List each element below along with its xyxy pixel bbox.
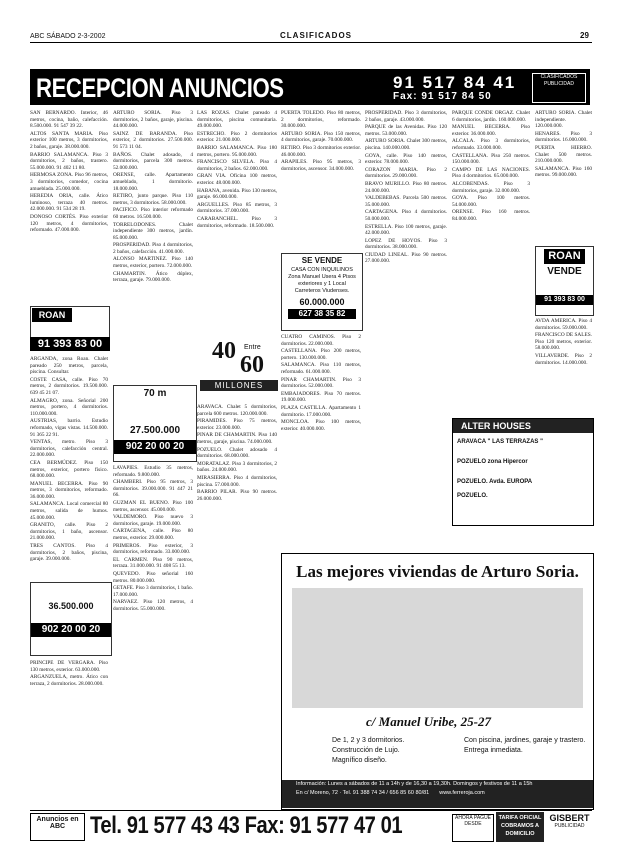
banner-phone: 91 517 84 41 [393, 73, 517, 92]
ad-text: MANUEL BECERRA. Piso 90 metros, 3 dormitorios, reformado. 36.000.000. [30, 480, 108, 500]
ad-text: PRIMEROS. Piso exterior, 3 dormitorios, reformado. 33.000.000. [113, 542, 193, 556]
chalet-ad-1 [113, 385, 197, 462]
roan-logo: ROAN [32, 308, 72, 322]
ad-text: TRES CANTOS. Piso 4 dormitorios, 2 baños, piscina, garaje. 39.000.000. [30, 543, 108, 563]
ad-text: CHAMARTIN. Ático dúplex, terraza, garaje. 79.000.000. [113, 270, 193, 284]
alter-line-2: POZUELO zona Hipercor [457, 459, 528, 465]
ad-text: VENTAS, metro. Piso 3 dormitorios, calefacción central. 22.000.000. [30, 439, 108, 459]
ad-text: BARRIO SALAMANCA. Piso 3 dormitorios, 2 baños, trastero. 55.000.000. 91 402 11 80. [30, 151, 108, 171]
ad-text: RETIRO. Piso 3 dormitorios exterior. 46.000.000. [281, 144, 361, 158]
soria-address: c/ Manuel Uribe, 25-27 [366, 714, 491, 729]
ad-text: ALMAGRO, zona. Señorial 200 metros, portero, 4 dormitorios. 110.000.000. [30, 397, 108, 417]
ad-text: HEREDIA ORIA, calle. Ático luminoso, terraza 40 metros. 42.000.000. 91 534 28 19. [30, 193, 108, 213]
arturo-soria-ad [281, 553, 594, 810]
ad-text: BARRIO PILAR. Piso 90 metros. 26.000.000. [197, 489, 277, 502]
column-3-top [197, 110, 277, 335]
ad-text: PIRAMIDES. Piso 75 metros, exterior. 23.000.000. [197, 418, 277, 431]
abc-logo: Anuncios en ABC [30, 813, 85, 841]
chalet2-phone: 902 20 00 20 [31, 623, 111, 637]
feature-item: Con piscina, jardines, garaje y trastero. [464, 737, 586, 744]
ad-text: AVDA AMERICA. Piso 4 dormitorios. 59.000.000. [535, 318, 592, 331]
ad-text: GOYA, calle. Piso 140 metros, exterior. 78.000.000. [365, 152, 447, 166]
ad-text: VALDEBEBAS. Parcela 500 metros. 35.000.000. [365, 195, 447, 208]
ad-text: ALCOBENDAS. Piso 3 dormitorios, garaje. 32.000.000. [452, 180, 530, 194]
building-photo [292, 588, 583, 708]
alter-line-4: POZUELO. [457, 493, 488, 499]
ad-text: ESTRELLA. Piso 100 metros, garaje. 42.000.000. [365, 223, 447, 237]
column-7-bottom [535, 318, 592, 413]
ad-text: CARABANCHEL. Piso 3 dormitorios, reformado. 18.500.000. [197, 215, 277, 229]
soria-title: Las mejores viviendas de Arturo Soria. [296, 562, 579, 581]
ad-text: ALONSO MARTINEZ. Piso 140 metros, exterior, portero. 72.000.000. [113, 256, 193, 270]
ad-text: ARTURO SORIA. Piso 150 metros, 4 dormitorios, garaje. 70.000.000. [281, 130, 361, 144]
ad-text: GRAN VIA. Oficina 100 metros, exterior. 48.000.000. [197, 173, 277, 186]
feature-item: De 1, 2 y 3 dormitorios. [332, 737, 405, 744]
ad-text: CASTELLANA. Piso 250 metros. 150.000.000. [452, 152, 530, 166]
millones-label: MILLONES [200, 380, 278, 391]
ad-text: CIUDAD LINEAL. Piso 90 metros. 27.000.000. [365, 251, 447, 265]
alter-houses-ad [452, 418, 594, 526]
ad-text: LOPEZ DE HOYOS. Piso 3 dormitorios. 38.000.000. [365, 237, 447, 251]
ad-text: SAN BERNARDO. Interior, 46 metros, cocina, baño, calefacción. 8.500.000. 91 547 39 22. [30, 110, 108, 130]
alter-line-1: ARAVACA " LAS TERRAZAS " [457, 439, 543, 445]
ad-text: ORENSE, calle. Apartamento amueblado, 1 dormitorio. 18.000.000. [113, 172, 193, 192]
ad-text: LAVAPIES. Estudio 35 metros, reformado. 9.800.000. [113, 465, 193, 478]
banner-fax: Fax: 91 517 84 50 [393, 91, 492, 102]
ad-text: SALAMANCA. Piso 110 metros, reformado. 61.000.000. [281, 362, 361, 375]
column-2-bottom [113, 465, 193, 803]
ad-text: PRINCIPE DE VERGARA. Piso 130 metros, exterior. 63.000.000. [30, 660, 108, 673]
chalet-price: 27.500.000 [129, 425, 181, 436]
ad-text: PINAR CHAMARTIN. Piso 3 dormitorios. 52.000.000. [281, 376, 361, 390]
ad-text: ARGANZUELA, metro. Ático con terraza, 2 dormitorios. 28.000.000. [30, 674, 108, 687]
reception-banner [30, 69, 590, 105]
ad-text: MORATALAZ. Piso 3 dormitorios, 2 baños. 24.000.000. [197, 460, 277, 474]
se-vende-title: SE VENDE [301, 256, 343, 265]
ad-text: AUSTRIAS, barrio. Estudio reformado, vigas vistas. 14.500.000. 91 365 22 91. [30, 418, 108, 438]
ad-text: FRANCISCO DE SALES. Piso 120 metros, exterior. 58.000.000. [535, 332, 592, 352]
ad-text: MONCLOA. Piso 100 metros, exterior. 40.000.000. [281, 419, 361, 432]
page-number: 29 [580, 31, 589, 40]
ad-text: POZUELO. Chalet adosado 4 dormitorios. 68.000.000. [197, 446, 277, 460]
ad-text: MIRASIERRA. Piso 4 dormitorios, piscina. 57.000.000. [197, 474, 277, 488]
ad-text: LAS ROZAS. Chalet pareado 4 dormitorios, piscina comunitaria. 49.000.000. [197, 110, 277, 130]
feature-item: Entrega inmediata. [464, 747, 523, 754]
ad-text: ESTRECHO. Piso 2 dormitorios exterior. 21.000.000. [197, 130, 277, 144]
millones-60: 60 [240, 352, 264, 378]
ad-text: VILLAVERDE. Piso 2 dormitorios. 14.000.000. [535, 352, 592, 366]
ad-text: BRAVO MURILLO. Piso 80 metros. 24.000.000. [365, 180, 447, 194]
ad-text: ORENSE. Piso 160 metros. 84.000.000. [452, 209, 530, 222]
ad-text: FRANCISCO SILVELA. Piso 4 dormitorios, 2 baños. 62.000.000. [197, 159, 277, 172]
ad-text: CHAMBERI. Piso 95 metros, 3 dormitorios. 39.000.000. 91 447 21 66. [113, 479, 193, 499]
chalet2-price: 36.500.000 [48, 601, 94, 611]
ad-text: CASTELLANA. Piso 200 metros, portero. 130.000.000. [281, 348, 361, 361]
se-vende-body: CASA CON INQUILINOS Zona Manuel Usera 4 Pisos exteriores y 1 Local Carreteros Viudenses. [288, 267, 356, 294]
column-4-bottom [281, 334, 361, 549]
ad-text: SALAMANCA. Local comercial 80 metros, salida de humos. 45.000.000. [30, 501, 108, 521]
roan-ad-3 [535, 246, 594, 316]
ad-text: CARTAGENA, calle. Piso 80 metros, exterior. 29.000.000. [113, 528, 193, 541]
ad-text: ALCALA. Piso 3 dormitorios, reformado. 33.000.000. [452, 138, 530, 151]
se-vende-ad [281, 253, 363, 331]
roan3-phone: 91 393 83 00 [536, 295, 593, 305]
ad-text: VALDEMORO. Piso nuevo 3 dormitorios, garaje. 19.000.000. [113, 514, 193, 527]
ad-text: PROSPERIDAD. Piso 4 dormitorios, 2 baños, calefacción. 41.000.000. [113, 242, 193, 255]
ad-text: CARTAGENA. Piso 4 dormitorios. 50.000.000. [365, 209, 447, 222]
ad-text: PINAR DE CHAMARTIN. Piso 140 metros, garaje, piscina. 74.000.000. [197, 432, 277, 445]
soria-info-bar [282, 780, 593, 808]
chalet-phone: 902 20 00 20 [114, 440, 196, 454]
ad-text: ALTOS SANTA MARIA. Piso exterior 100 metros, 3 dormitorios, 2 baños, garaje. 38.000.000. [30, 130, 108, 150]
ad-text: ARAPILES. Piso 95 metros, 3 dormitorios, ascensor. 34.000.000. [281, 159, 361, 172]
ad-text: CAMPO DE LAS NACIONES. Piso 4 dormitorios. 65.000.000. [452, 166, 530, 180]
ad-text: PLAZA CASTILLA. Apartamento 1 dormitorio. 17.000.000. [281, 404, 361, 418]
roan-phone: 91 393 83 00 [30, 337, 110, 351]
ad-text: CORAZON MARIA. Piso 2 dormitorios. 29.000.000. [365, 166, 447, 180]
ad-text: COSTE CASA, calle. Piso 70 metros, 2 dormitorios. 19.500.000. 639 45 21 07. [30, 376, 108, 396]
ad-text: MANUEL BECERRA. Piso exterior. 36.000.000. [452, 124, 530, 137]
ad-text: CEA BERMÚDEZ. Piso 150 metros, exterior, portero físico. 68.000.000. [30, 459, 108, 480]
gisbert-sub: PUBLICIDAD [554, 823, 585, 829]
ad-text: QUEVEDO. Piso señorial 160 metros. 80.000.000. [113, 570, 193, 584]
soria-web: www.ferreroja.com [439, 790, 485, 796]
roan-ad-1 [30, 306, 110, 338]
soria-contact: En c/ Moreno, 72 · Tel. 91 388 74 34 / 656 85 60 80/81 [296, 790, 430, 796]
ad-text: ARTURO SORIA. Chalet 300 metros, piscina. 140.000.000. [365, 138, 447, 151]
ad-text: HENARES. Piso 3 dormitorios. 16.000.000. [535, 130, 592, 144]
chalet-size: 70 m [143, 388, 167, 399]
gisbert-logo [547, 813, 592, 841]
soria-hours: Información: Lunes a sábados de 11 a 14h y de 16,30 a 19,30h. Domingos y festivos de 11 a 15h [296, 781, 533, 787]
ad-text: HERMOSA ZONA. Piso 96 metros, 3 dormitorios, comedor, cocina amueblada. 25.000.000. [30, 172, 108, 192]
ad-text: EL CARMEN. Piso 90 metros, terraza. 31.000.000. 91 408 55 13. [113, 556, 193, 570]
column-5 [365, 110, 447, 550]
roan3-vende: VENDE [547, 266, 582, 277]
ad-text: TORRELODONES. Chalet independiente 300 metros, jardín. 85.000.000. [113, 221, 193, 241]
soria-contact-row [296, 789, 593, 798]
ad-text: PARQUE CONDE ORGAZ. Chalet 6 dormitorios, jardín. 160.000.000. [452, 110, 530, 123]
ad-text: SAINZ DE BARANDA. Piso exterior, 2 dormitorios. 27.500.000. 91 573 11 04. [113, 130, 193, 150]
banner-title: RECEPCION ANUNCIOS [36, 73, 284, 103]
ad-text: GETAFE. Piso 3 dormitorios, 1 baño. 17.000.000. [113, 585, 193, 598]
ad-text: ARTURO SORIA. Chalet independiente. 120.000.000. [535, 110, 592, 130]
ad-text: ARGUELLES. Piso 85 metros, 3 dormitorios. 37.000.000. [197, 201, 277, 215]
gisbert-name: GISBERT [549, 813, 590, 823]
ad-text: PACIFICO. Piso interior reformado 60 metros. 16.500.000. [113, 207, 193, 220]
column-4-top [281, 110, 361, 250]
header-date: ABC SÁBADO 2-3-2002 [30, 33, 106, 40]
ad-text: ARAVACA. Chalet 5 dormitorios, parcela 600 metros. 120.000.000. [197, 404, 277, 417]
footer-rule [30, 810, 592, 811]
ad-text: RETIRO, junto parque. Piso 110 metros, 3 dormitorios. 58.000.000. [113, 193, 193, 206]
ad-text: CUATRO CAMINOS. Piso 2 dormitorios. 22.000.000. [281, 334, 361, 347]
ad-text: PUERTA HIERRO. Chalet 500 metros. 210.000.000. [535, 144, 592, 165]
se-vende-phone: 627 38 35 82 [288, 309, 356, 319]
classifieds-logo: CLASIFICADOS PUBLICIDAD [532, 73, 586, 103]
soria-features-left [332, 736, 404, 766]
column-1-top [30, 110, 108, 305]
column-1-bottom [30, 660, 108, 803]
column-2-top [113, 110, 193, 380]
soria-features-right [464, 736, 589, 756]
ad-text: NARVAEZ. Piso 120 metros, 4 dormitorios. 55.000.000. [113, 599, 193, 612]
ad-text: GOYA. Piso 100 metros. 54.000.000. [452, 195, 530, 208]
chalet-ad-2 [30, 582, 112, 656]
millones-ad [200, 338, 278, 398]
column-3-bottom [197, 404, 277, 764]
alter-title: ALTER HOUSES [453, 419, 593, 433]
feature-item: Magnífico diseño. [332, 757, 387, 764]
ad-text: ARTURO SORIA. Piso 3 dormitorios, 2 baños, garaje, piscina. 44.000.000. [113, 110, 193, 130]
millones-40: 40 [212, 338, 236, 364]
ad-text: ARGANDA, zona Roan. Chalet pareado 250 metros, parcela, piscina. Consultar. [30, 356, 108, 376]
footer-phone-fax: Tel. 91 577 43 43 Fax: 91 577 47 01 [90, 812, 403, 839]
ad-text: PUERTA TOLEDO. Piso 80 metros, 2 dormitorios, reformado. 30.000.000. [281, 110, 361, 130]
section-title: CLASIFICADOS [280, 31, 352, 40]
ad-text: PARQUE de las Avenidas. Piso 120 metros. 53.000.000. [365, 124, 447, 137]
column-7-top [535, 110, 592, 245]
ad-text: SALAMANCA. Piso 160 metros. 99.000.000. [535, 165, 592, 179]
ad-text: BAÑOS. Chalet adosado, 4 dormitorios, parcela 300 metros. 52.000.000. [113, 151, 193, 171]
column-6 [452, 110, 530, 410]
payment-badge: AHORA PAGUE DESDE [452, 814, 494, 842]
se-vende-price: 60.000.000 [299, 297, 345, 307]
feature-item: Construcción de Lujo. [332, 747, 400, 754]
ad-text: GRANITO, calle. Piso 2 dormitorios, 1 baño, ascensor. 21.000.000. [30, 522, 108, 542]
header-rule [30, 42, 592, 43]
ad-text: BARRIO SALAMANCA. Piso 180 metros, portero. 95.000.000. [197, 144, 277, 158]
alter-line-3: POZUELO. Avda. EUROPA [457, 479, 533, 485]
column-1-mid [30, 356, 108, 580]
ad-text: DONOSO CORTÉS. Piso exterior 120 metros, 4 dormitorios, reformado. 47.000.000. [30, 213, 108, 234]
ad-text: PROSPERIDAD. Piso 3 dormitorios, 2 baños, garaje. 43.000.000. [365, 110, 447, 123]
tarifa-oficial: TARIFA OFICIAL COBRAMOS A DOMICILIO [496, 812, 544, 842]
ad-text: EMBAJADORES. Piso 70 metros. 19.000.000. [281, 390, 361, 404]
ad-text: GUZMAN EL BUENO. Piso 100 metros, ascensor. 45.000.000. [113, 499, 193, 513]
ad-text: HABANA, avenida. Piso 130 metros, garaje. 66.000.000. [197, 187, 277, 201]
millones-entre: Entre [244, 344, 261, 351]
roan3-logo: ROAN [544, 249, 585, 264]
